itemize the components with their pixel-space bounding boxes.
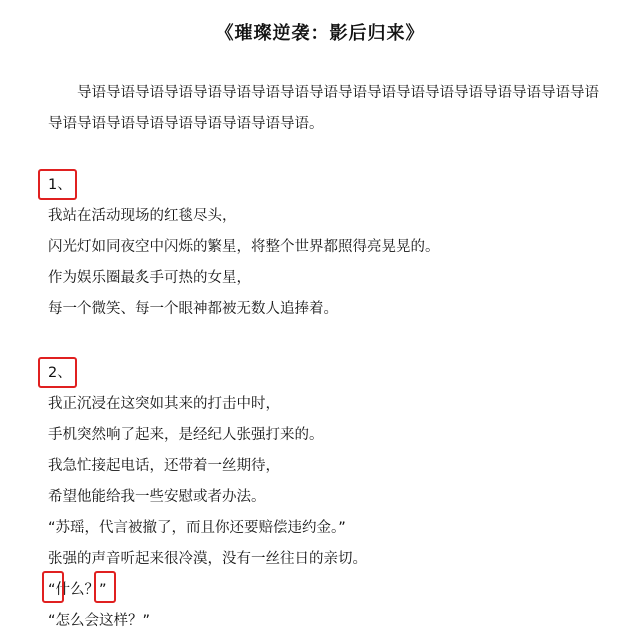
- open-quote-highlight: [48, 575, 56, 606]
- close-quote: ”: [99, 582, 107, 598]
- section-number-line: [48, 358, 608, 389]
- text-line: 我急忙接起电话，还带着一丝期待，: [48, 458, 280, 474]
- text-line: “怎么会这样？”: [48, 613, 151, 629]
- text-line: 张强的声音听起来很冷漠，没有一丝往日的亲切。: [48, 551, 367, 567]
- document-title: 《璀璨逆袭：影后归来》: [215, 23, 425, 44]
- section-number-line: [48, 170, 608, 201]
- quote-line: [48, 575, 608, 606]
- section-number-highlight: [48, 358, 72, 389]
- section-number-highlight: [48, 170, 72, 201]
- text-line: “苏瑶，代言被撤了，而且你还要赔偿违约金。”: [48, 520, 346, 536]
- close-quote-highlight: [99, 575, 107, 606]
- text-line: 我站在活动现场的红毯尽头，: [48, 208, 237, 224]
- quote-text: 什么？: [55, 582, 100, 598]
- text-line: 希望他能给我一些安慰或者办法。: [48, 489, 266, 505]
- section-number: 1、: [48, 177, 72, 193]
- text-line: 手机突然响了起来，是经纪人张强打来的。: [48, 427, 324, 443]
- text-line: 闪光灯如同夜空中闪烁的繁星，将整个世界都照得亮晃晃的。: [48, 239, 440, 255]
- section-2: [48, 358, 608, 637]
- open-quote: “: [48, 582, 56, 598]
- intro-paragraph: 导语导语导语导语导语导语导语导语导语导语导语导语导语导语导语导语导语导语导语导语导语导语导语导语导语导语导语。: [48, 85, 599, 132]
- section-number: 2、: [48, 365, 72, 381]
- section-1: [48, 170, 608, 325]
- text-line: 我正沉浸在这突如其来的打击中时，: [48, 396, 280, 412]
- text-line: 作为娱乐圈最炙手可热的女星，: [48, 270, 251, 286]
- text-line: 每一个微笑、每一个眼神都被无数人追捧着。: [48, 301, 338, 317]
